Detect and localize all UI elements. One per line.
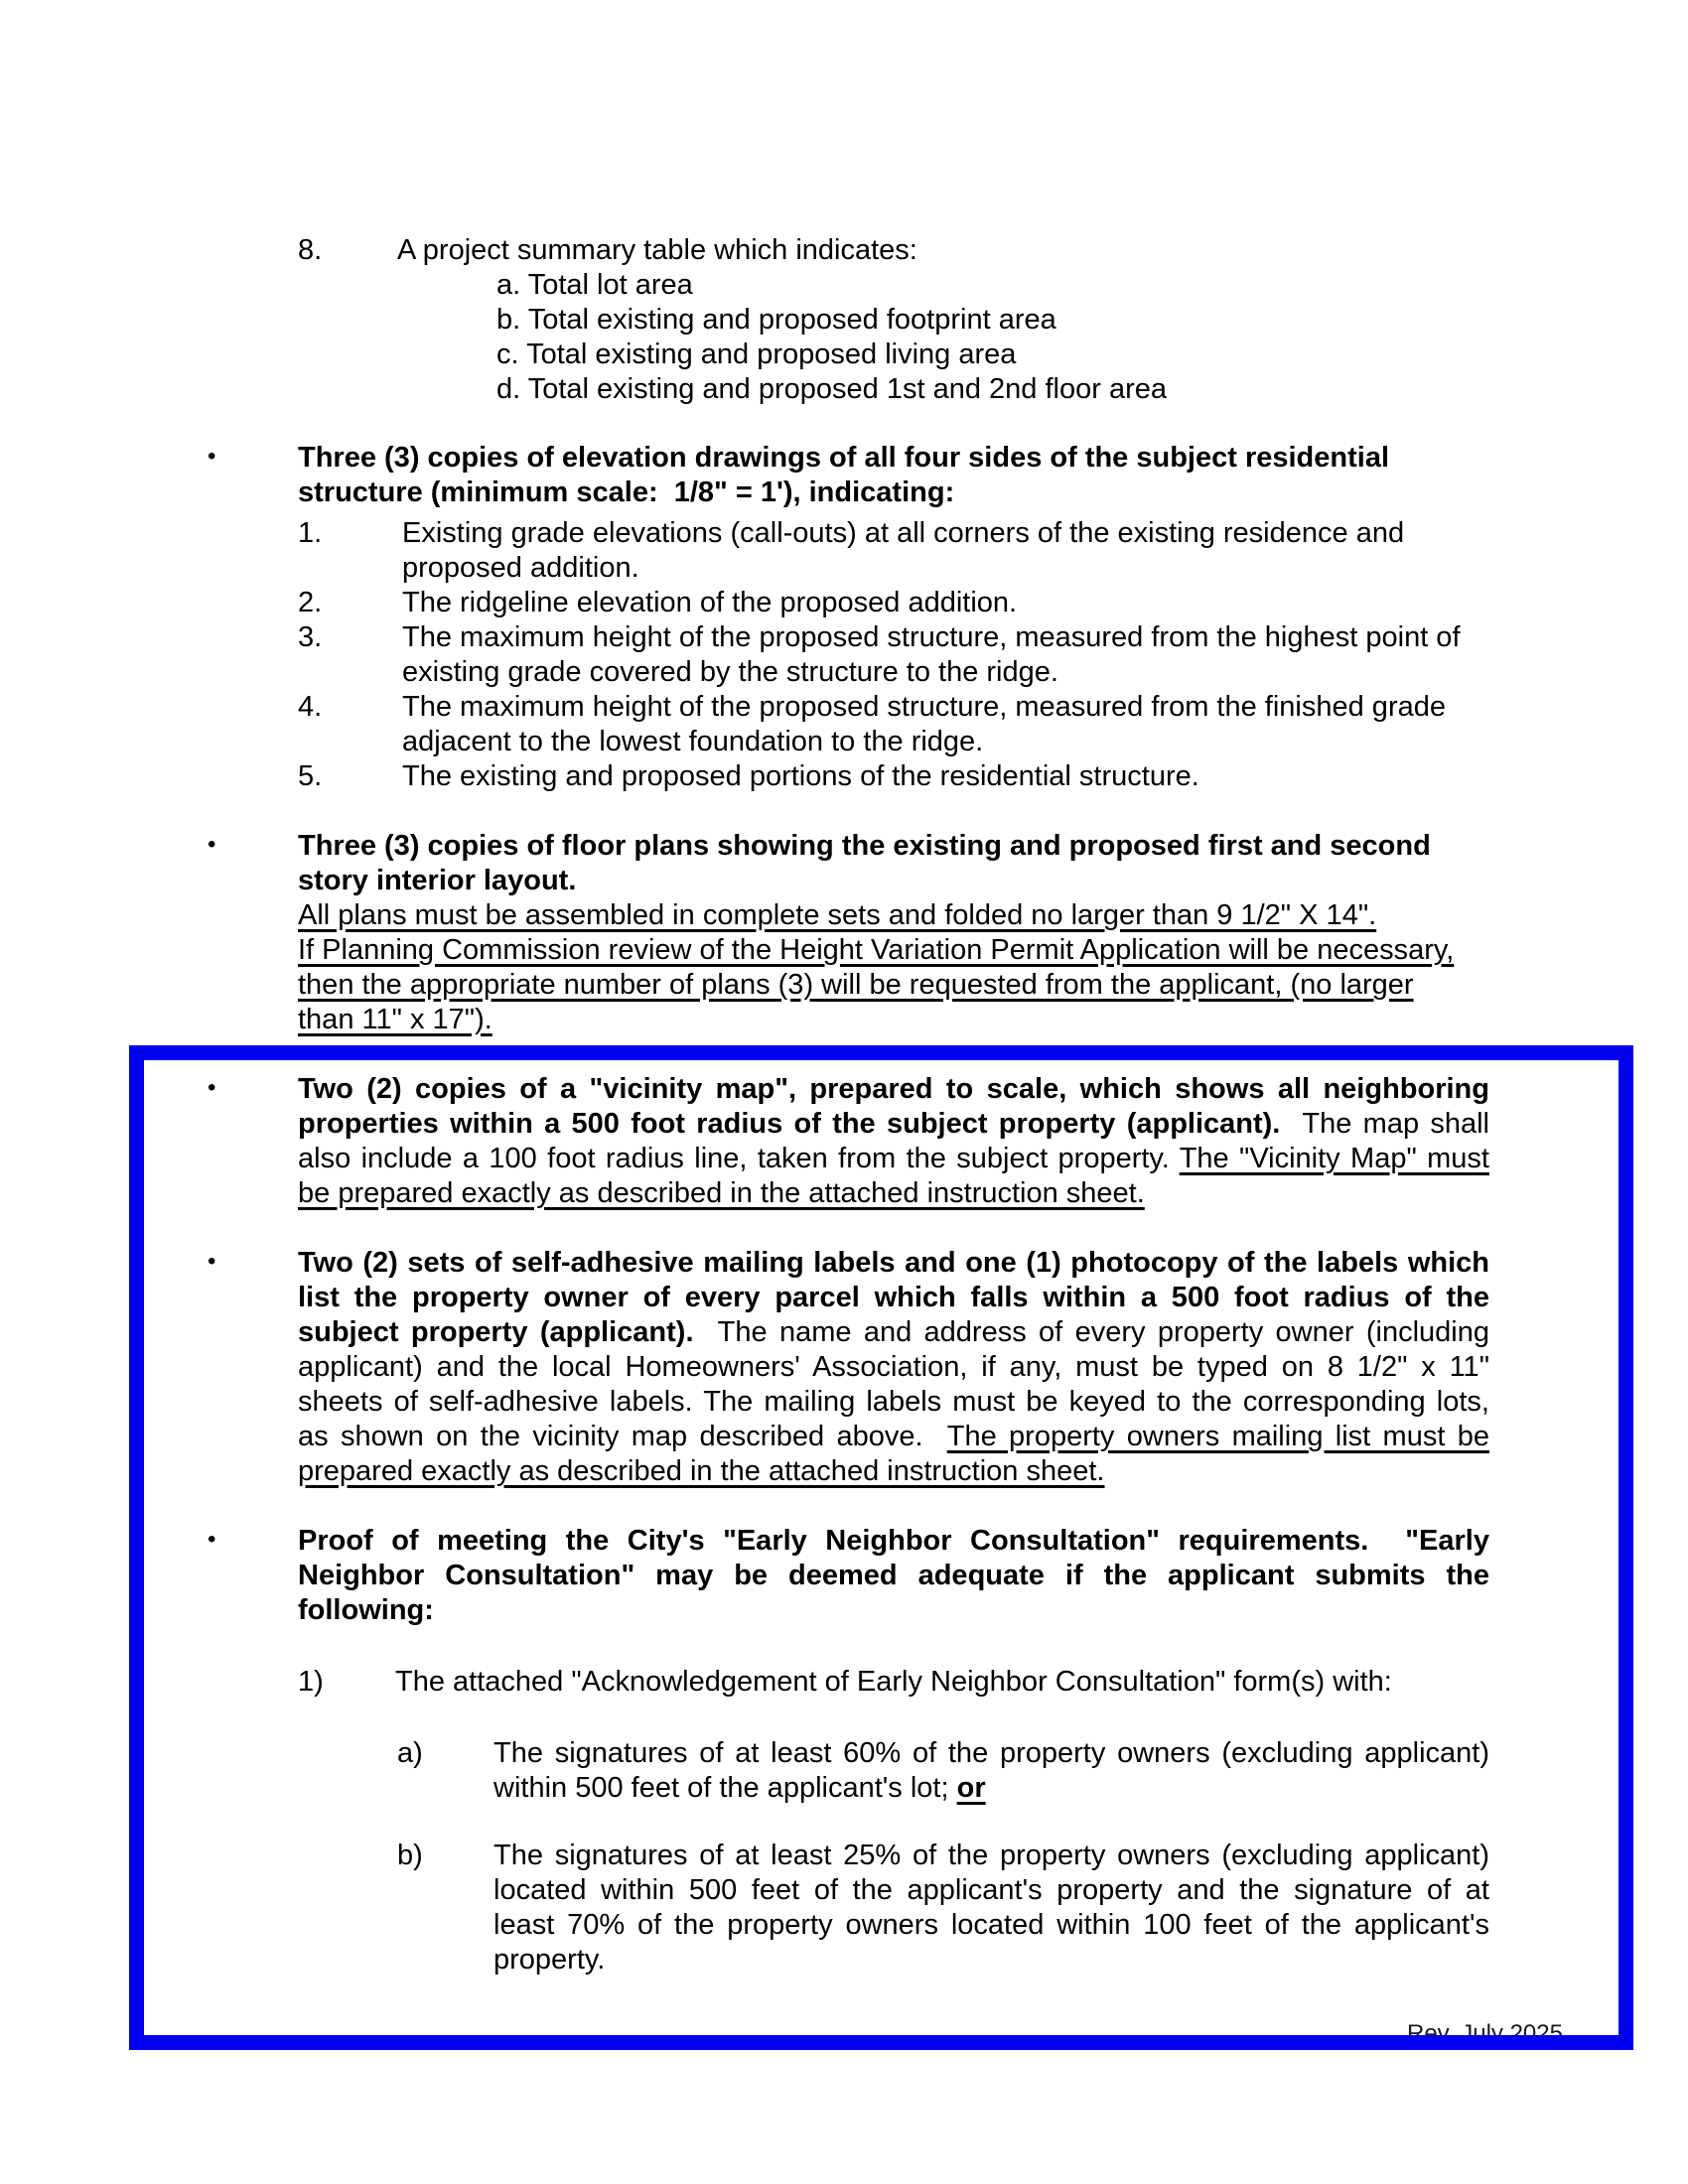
text-run: Two (2) copies of a "vicinity map", prepared to scale, which shows all neighboring (298, 1073, 1489, 1105)
text-run: Three (3) copies of floor plans showing the existing and proposed first and second (298, 830, 1431, 862)
elevation-heading (298, 441, 1494, 510)
text-run: property. (493, 1944, 606, 1976)
text-run: Neighbor Consultation" may be deemed adequate if the applicant submits the (298, 1560, 1489, 1591)
item-number: 5. (298, 760, 323, 792)
text-run: adjacent to the lowest foundation to the ridge. (402, 726, 984, 757)
text-run: Two (2) sets of self-adhesive mailing labels and one (1) photocopy of the labels which (298, 1247, 1489, 1279)
item-text (402, 586, 1494, 620)
text-line (402, 655, 1494, 690)
text-run: A project summary table which indicates: (397, 234, 917, 266)
text-run: located within 500 feet of the applicant's property and the signature of at (493, 1874, 1489, 1906)
bullet-floor-plans (204, 829, 1494, 1037)
text-line (298, 933, 1494, 968)
list-item-8 (298, 233, 1489, 268)
bullet-icon: • (208, 443, 216, 470)
text-run: following: (298, 1594, 434, 1626)
text-line (402, 586, 1494, 620)
item-8-text (397, 233, 1489, 268)
text-line (298, 898, 1494, 933)
text-run: proposed addition. (402, 552, 639, 584)
item-text (402, 690, 1494, 759)
text-run: b. Total existing and proposed footprint area (496, 304, 1056, 336)
text-line (402, 551, 1494, 586)
text-run: Existing grade elevations (call-outs) at all corners of the existing residence and (402, 517, 1405, 549)
text-run: The signatures of at least 25% of the property owners (excluding applicant) (493, 1840, 1489, 1871)
text-run: as shown on the vicinity map described above. (298, 1421, 947, 1452)
text-line (402, 690, 1494, 725)
item-text (402, 759, 1494, 794)
text-run: The maximum height of the proposed structure, measured from the highest point of (402, 621, 1461, 653)
floor-plans-text (298, 829, 1494, 1037)
item-letter: a) (397, 1737, 423, 1769)
elevation-item-4 (298, 690, 1494, 759)
elevation-item-3 (298, 620, 1494, 690)
text-run: than 11" x 17"). (298, 1004, 492, 1035)
project-summary-subitems (496, 268, 1499, 407)
text-line (496, 268, 1499, 303)
text-run: If Planning Commission review of the Height Variation Permit Application will be necessary, (298, 934, 1455, 966)
text-run: Proof of meeting the City's "Early Neighbor Consultation" requirements. "Early (298, 1525, 1489, 1557)
item-text (402, 516, 1494, 586)
text-line (496, 338, 1499, 372)
text-line (298, 441, 1494, 476)
text-line (298, 1003, 1494, 1037)
text-line (298, 968, 1494, 1003)
text-line (402, 516, 1494, 551)
item-number: 1. (298, 517, 323, 549)
text-run: The signatures of at least 60% of the property owners (excluding applicant) (493, 1737, 1489, 1769)
text-run: story interior layout. (298, 865, 577, 896)
item-number: 2. (298, 587, 323, 618)
bullet-icon: • (208, 1074, 216, 1101)
bullet-icon: • (208, 831, 216, 858)
elevation-item-5 (298, 759, 1494, 794)
text-run: The "Vicinity Map" must (1179, 1143, 1489, 1174)
text-run: The map shall (1280, 1108, 1490, 1140)
item-letter: b) (397, 1840, 423, 1871)
text-run: properties within a 500 foot radius of the subject property (applicant). (298, 1108, 1281, 1140)
text-line (496, 372, 1499, 407)
text-run: structure (minimum scale: 1/8" = 1'), indicating: (298, 477, 955, 508)
bullet-icon: • (208, 1248, 216, 1275)
text-run: then the appropriate number of plans (3) will be requested from the applicant, (no larger (298, 969, 1414, 1001)
text-run: also include a 100 foot radius line, taken from the subject property. (298, 1143, 1180, 1174)
text-run: prepared exactly as described in the attached instruction sheet. (298, 1455, 1105, 1487)
text-run: list the property owner of every parcel which falls within a 500 foot radius of the (298, 1282, 1489, 1313)
text-run: The property owners mailing list must be (946, 1421, 1489, 1452)
text-run: All plans must be assembled in complete sets and folded no larger than 9 1/2" X 14". (298, 899, 1377, 931)
text-run: subject property (applicant). (298, 1316, 694, 1348)
text-run: The existing and proposed portions of the residential structure. (402, 760, 1199, 792)
bullet-icon: • (208, 1526, 216, 1553)
item-number: 8. (298, 234, 323, 266)
text-run: within 500 feet of the applicant's lot; (493, 1772, 957, 1804)
text-run: or (956, 1772, 986, 1804)
text-line (496, 303, 1499, 338)
text-run: be prepared exactly as described in the attached instruction sheet. (298, 1177, 1145, 1209)
text-run: c. Total existing and proposed living area (496, 339, 1017, 370)
text-line (402, 759, 1494, 794)
bullet-elevation-drawings (204, 441, 1494, 510)
text-line (397, 233, 1489, 268)
text-run: Three (3) copies of elevation drawings of all four sides of the subject residential (298, 442, 1390, 474)
text-run: The maximum height of the proposed structure, measured from the finished grade (402, 691, 1446, 723)
text-run: d. Total existing and proposed 1st and 2nd floor area (496, 373, 1167, 405)
text-run: least 70% of the property owners located within 100 feet of the applicant's (493, 1909, 1489, 1941)
elevation-item-2 (298, 586, 1494, 620)
item-text (402, 620, 1494, 690)
highlight-box (129, 1045, 1633, 2050)
text-line (402, 725, 1494, 759)
text-run: applicant) and the local Homeowners' Association, if any, must be typed on 8 1/2" x 11" (298, 1351, 1489, 1383)
revision-date: Rev. July 2025 (1407, 2020, 1563, 2047)
text-run: sheets of self-adhesive labels. The mailing labels must be keyed to the corresponding lots, (298, 1386, 1489, 1418)
elevation-item-1 (298, 516, 1494, 586)
item-number: 3. (298, 621, 323, 653)
text-run: a. Total lot area (496, 269, 693, 301)
text-run: The attached "Acknowledgement of Early Neighbor Consultation" form(s) with: (395, 1666, 1392, 1698)
text-line (298, 476, 1494, 510)
item-number: 1) (298, 1666, 324, 1698)
text-line (298, 829, 1494, 864)
text-run: existing grade covered by the structure to the ridge. (402, 656, 1058, 688)
item-number: 4. (298, 691, 323, 723)
text-run: The ridgeline elevation of the proposed addition. (402, 587, 1018, 618)
text-line (402, 620, 1494, 655)
text-run: The name and address of every property owner (including (693, 1316, 1489, 1348)
text-line (298, 864, 1494, 898)
